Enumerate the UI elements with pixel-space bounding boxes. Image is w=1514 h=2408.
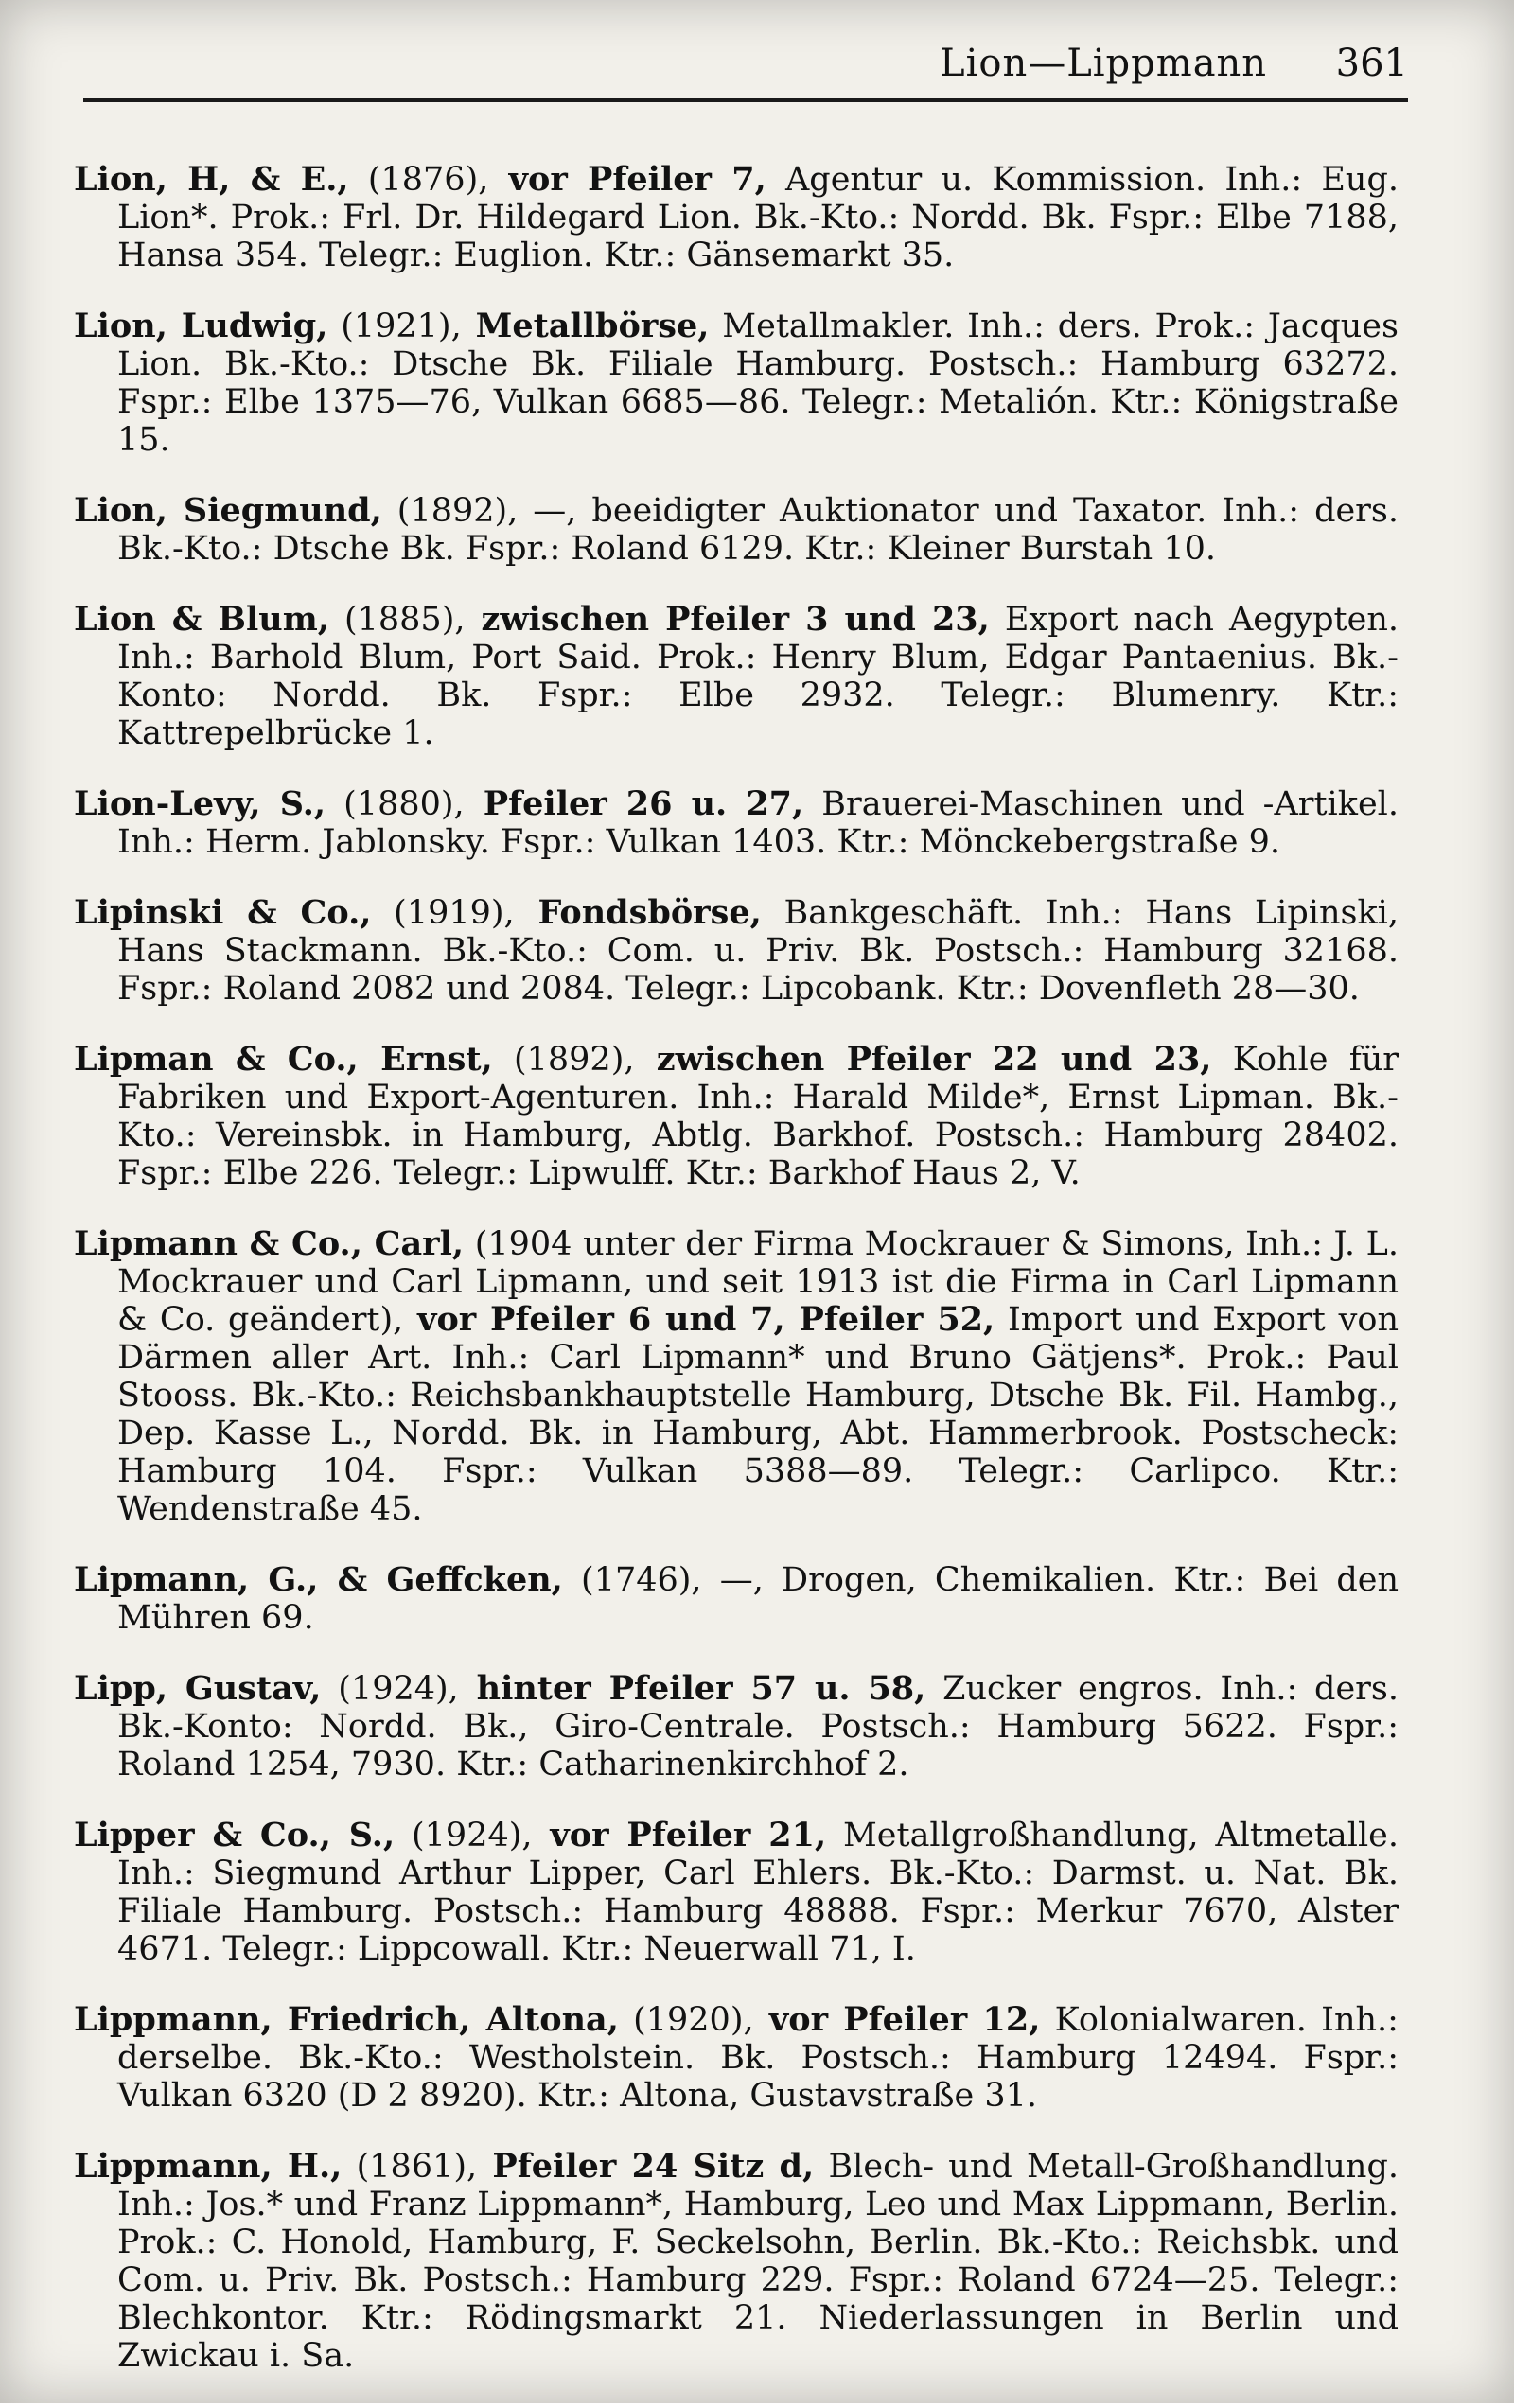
entry-location: vor Pfeiler 6 und 7, Pfeiler 52, — [403, 1300, 995, 1339]
entry-body: —, Drogen, Chemikalien. Ktr.: Bei den Mühren 69. — [117, 1561, 1399, 1637]
entry-body: Bankgeschäft. Inh.: Hans Lipinski, Hans Stackmann. Bk.-Kto.: Com. u. Priv. Bk. Postsch.: Hamburg 32168. Fspr.: Roland 2082 und 2084. Telegr.: Lipcobank. Ktr.: Dovenfleth 28—30. — [117, 894, 1399, 1008]
entry-location: Pfeiler 26 u. 27, — [464, 784, 804, 823]
entry-year: (1924), — [321, 1670, 459, 1708]
directory-entry — [74, 1041, 1399, 1192]
directory-entry — [74, 308, 1399, 459]
entry-year: (1919), — [371, 894, 515, 932]
entry-year: (1892), — [492, 1041, 635, 1079]
entry-year: (1746), — [562, 1561, 702, 1599]
directory-entry — [74, 601, 1399, 752]
directory-entry — [74, 894, 1399, 1008]
entry-name: Lion & Blum, — [74, 600, 329, 639]
entry-name: Lipman & Co., Ernst, — [74, 1040, 493, 1079]
header-rule — [83, 98, 1408, 102]
entry-list — [74, 128, 1399, 2408]
entry-body: Kolonialwaren. Inh.: derselbe. Bk.-Kto.: Westholstein. Bk. Postsch.: Hamburg 12494. Fspr.: Vulkan 6320 (D 2 8920). Ktr.: Altona, Gustavstraße 31. — [117, 2001, 1399, 2115]
entry-name: Lipper & Co., S., — [74, 1816, 396, 1854]
entry-name: Lippmann, Friedrich, Altona, — [74, 2000, 619, 2039]
page-number: 361 — [1335, 42, 1408, 85]
running-title: Lion—Lippmann — [940, 42, 1268, 85]
entry-year: (1921), — [327, 308, 462, 345]
entry-year: (1876), — [348, 161, 489, 199]
entry-year: (1904 unter der Firma Mockrauer & Simons, Inh.: J. L. Mockrauer und Carl Lipmann, und seit 1913 ist die Firma in Carl Lipmann & Co. geändert), — [117, 1225, 1399, 1339]
entry-year: (1892), — [381, 492, 519, 530]
entry-body: Zucker engros. Inh.: ders. Bk.-Konto: Nordd. Bk., Giro-Centrale. Postsch.: Hamburg 5622. Fspr.: Roland 1254, 7930. Ktr.: Catharinenkirchhof 2. — [117, 1670, 1399, 1784]
directory-entry — [74, 161, 1399, 274]
entry-name: Lion, Ludwig, — [74, 307, 328, 345]
entry-year: (1880), — [326, 785, 465, 823]
entry-body: Kohle für Fabriken und Export-Agenturen. Inh.: Harald Milde*, Ernst Lipman. Bk.-Kto.: Vereinsbk. in Hamburg, Abtlg. Barkhof. Postsch.: Hamburg 28402. Fspr.: Elbe 226. Telegr.: Lipwulff. Ktr.: Barkhof Haus 2, V. — [117, 1041, 1399, 1192]
directory-entry — [74, 1817, 1399, 1968]
entry-body: Metallmakler. Inh.: ders. Prok.: Jacques Lion. Bk.-Kto.: Dtsche Bk. Filiale Hamburg. Postsch.: Hamburg 63272. Fspr.: Elbe 1375—76, Vulkan 6685—86. Telegr.: Metalión. Ktr.: Königstraße 15. — [117, 308, 1399, 459]
entry-location: Metallbörse, — [461, 307, 710, 345]
entry-body: Brauerei-Maschinen und -Artikel. Inh.: Herm. Jablonsky. Fspr.: Vulkan 1403. Ktr.: Mönckebergstraße 9. — [117, 785, 1399, 861]
entry-body: Import und Export von Därmen aller Art. Inh.: Carl Lipmann* und Bruno Gätjens*. Prok.: Paul Stooss. Bk.-Kto.: Reichsbankhauptstelle Hamburg, Dtsche Bk. Fil. Hambg., Dep. Kasse L., Nordd. Bk. in Hamburg, Abt. Hammerbrook. Postscheck: Hamburg 104. Fspr.: Vulkan 5388—89. Telegr.: Carlipco. Ktr.: Wendenstraße 45. — [117, 1301, 1399, 1528]
entry-location: zwischen Pfeiler 3 und 23, — [465, 600, 990, 639]
entry-body: Agentur u. Kommission. Inh.: Eug. Lion*. Prok.: Frl. Dr. Hildegard Lion. Bk.-Kto.: Nordd. Bk. Fspr.: Elbe 7188, Hansa 354. Telegr.: Euglion. Ktr.: Gänsemarkt 35. — [117, 161, 1399, 274]
entry-name: Lion-Levy, S., — [74, 784, 326, 823]
entry-location: Fondsbörse, — [514, 893, 762, 932]
entry-location: hinter Pfeiler 57 u. 58, — [458, 1669, 926, 1708]
directory-entry — [74, 2148, 1399, 2375]
entry-location: vor Pfeiler 12, — [753, 2000, 1041, 2039]
entry-body: —, beeidigter Auktionator und Taxator. Inh.: ders. Bk.-Kto.: Dtsche Bk. Fspr.: Roland 6129. Ktr.: Kleiner Burstah 10. — [117, 492, 1400, 568]
directory-entry — [74, 1561, 1399, 1637]
entry-name: Lipmann, G., & Geffcken, — [74, 1560, 563, 1599]
directory-entry — [74, 2001, 1399, 2115]
entry-location: zwischen Pfeiler 22 und 23, — [634, 1040, 1212, 1079]
entry-name: Lipp, Gustav, — [74, 1669, 322, 1708]
entry-name: Lipinski & Co., — [74, 893, 372, 932]
entry-location: vor Pfeiler 7, — [488, 160, 766, 199]
entry-location: vor Pfeiler 21, — [532, 1816, 827, 1854]
entry-body: Blech- und Metall-Großhandlung. Inh.: Jos.* und Franz Lippmann*, Hamburg, Leo und Max Lippmann, Berlin. Prok.: C. Honold, Hamburg, F. Seckelsohn, Berlin. Bk.-Kto.: Reichsbk. und Com. u. Priv. Bk. Postsch.: Hamburg 229. Fspr.: Roland 6724—25. Telegr.: Blechkontor. Ktr.: Rödingsmarkt 21. Niederlassungen in Berlin und Zwickau i. Sa. — [117, 2148, 1399, 2375]
entry-body: Export nach Aegypten. Inh.: Barhold Blum, Port Said. Prok.: Henry Blum, Edgar Pantaenius. Bk.-Konto: Nordd. Bk. Fspr.: Elbe 2932. Telegr.: Blumenry. Ktr.: Kattrepelbrücke 1. — [117, 601, 1399, 752]
entry-name: Lippmann, H., — [74, 2147, 343, 2186]
entry-year: (1885), — [328, 601, 466, 639]
entry-location: Pfeiler 24 Sitz d, — [477, 2147, 815, 2186]
entry-name: Lipmann & Co., Carl, — [74, 1224, 465, 1263]
directory-entry — [74, 492, 1399, 568]
directory-entry — [74, 1670, 1399, 1784]
entry-body: Metallgroßhandlung, Altmetalle. Inh.: Siegmund Arthur Lipper, Carl Ehlers. Bk.-Kto.: Darmst. u. Nat. Bk. Filiale Hamburg. Postsch.: Hamburg 48888. Fspr.: Merkur 7670, Alster 4671. Telegr.: Lippcowall. Ktr.: Neuerwall 71, I. — [117, 1817, 1399, 1968]
entry-name: Lion, Siegmund, — [74, 491, 382, 530]
entry-year: (1920), — [618, 2001, 754, 2039]
page-header — [83, 36, 1408, 93]
entry-year: (1861), — [342, 2148, 478, 2186]
directory-entry — [74, 1225, 1399, 1528]
directory-entry — [74, 785, 1399, 861]
entry-name: Lion, H, & E., — [74, 160, 349, 199]
entry-year: (1924), — [395, 1817, 533, 1854]
